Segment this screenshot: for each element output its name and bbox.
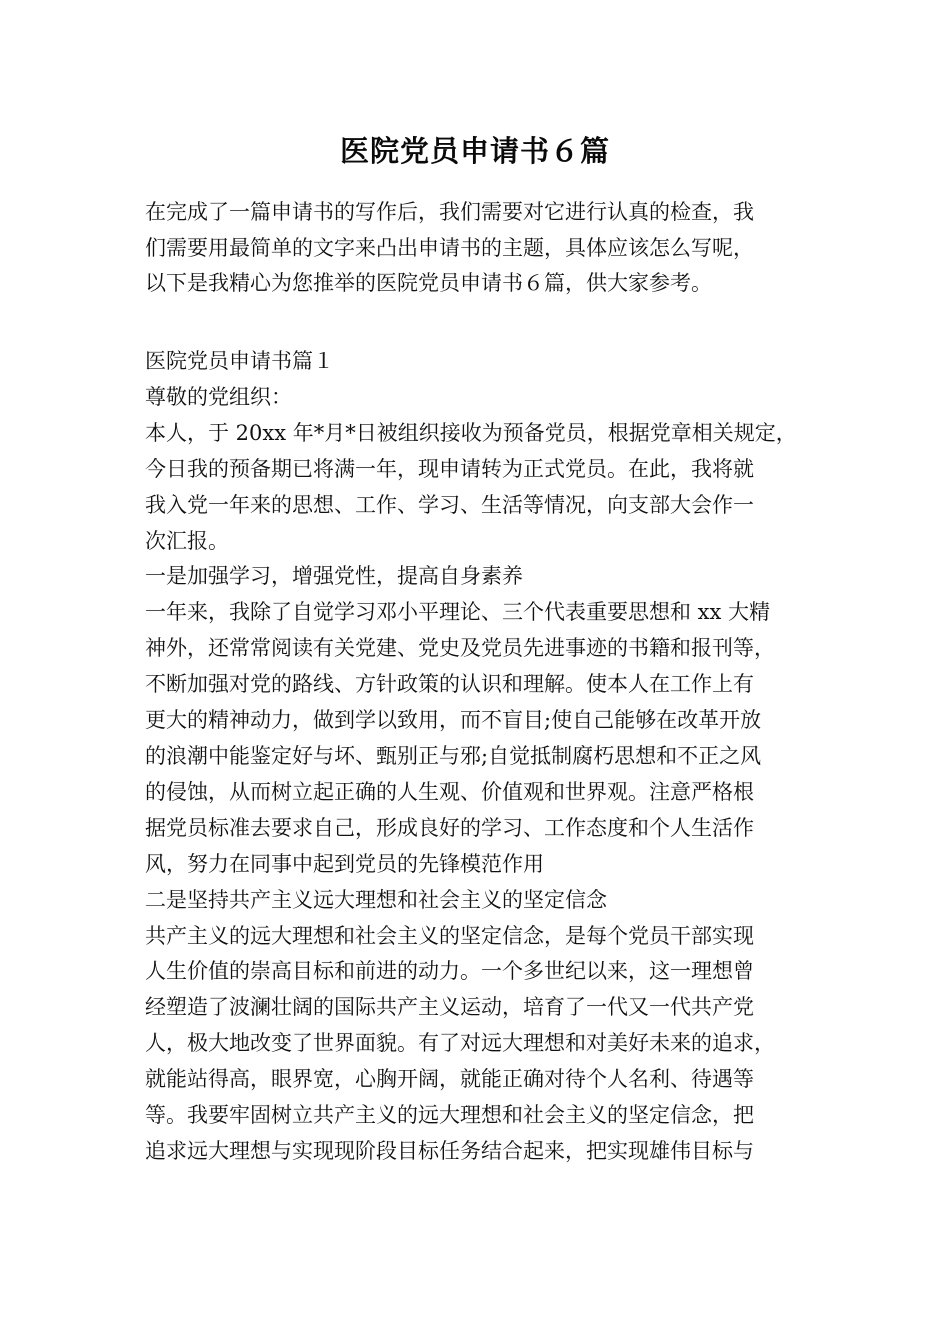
body-line: 一年来，我除了自觉学习邓小平理论、三个代表重要思想和 xx 大精 xyxy=(145,600,771,625)
body-line: 等。我要牢固树立共产主义的远大理想和社会主义的坚定信念，把 xyxy=(145,1103,754,1128)
body-line: 的浪潮中能鉴定好与坏、甄别正与邪;自觉抵制腐朽思想和不正之风 xyxy=(145,743,762,768)
body-line: 追求远大理想与实现现阶段目标任务结合起来，把实现雄伟目标与 xyxy=(145,1138,754,1163)
intro-line: 在完成了一篇申请书的写作后，我们需要对它进行认真的检查，我 xyxy=(145,200,754,224)
body-line: 人，极大地改变了世界面貌。有了对远大理想和对美好未来的追求， xyxy=(145,1031,775,1056)
body-line: 本人，于 20xx 年*月*日被组织接收为预备党员，根据党章相关规定， xyxy=(145,420,797,445)
body-line: 人生价值的崇高目标和前进的动力。一个多世纪以来，这一理想曾 xyxy=(145,959,754,984)
body-line: 经塑造了波澜壮阔的国际共产主义运动，培育了一代又一代共产党 xyxy=(145,995,754,1020)
body-line: 神外，还常常阅读有关党建、党史及党员先进事迹的书籍和报刊等， xyxy=(145,636,775,661)
body-line: 更大的精神动力，做到学以致用，而不盲目;使自己能够在改革开放 xyxy=(145,708,762,733)
document-title: 医院党员申请书６篇 xyxy=(339,134,610,168)
body-line: 据党员标准去要求自己，形成良好的学习、工作态度和个人生活作 xyxy=(145,815,754,840)
body-line: 不断加强对党的路线、方针政策的认识和理解。使本人在工作上有 xyxy=(145,672,754,697)
body-line: 的侵蚀，从而树立起正确的人生观、价值观和世界观。注意严格根 xyxy=(145,779,754,804)
body-line: 共产主义的远大理想和社会主义的坚定信念，是每个党员干部实现 xyxy=(145,923,754,948)
salutation: 尊敬的党组织： xyxy=(145,384,292,409)
body-line: 就能站得高，眼界宽，心胸开阔，就能正确对待个人名利、待遇等 xyxy=(145,1067,754,1092)
letter-body xyxy=(145,344,835,1170)
intro-line: 们需要用最简单的文字来凸出申请书的主题，具体应该怎么写呢， xyxy=(145,235,754,260)
section-heading: 医院党员申请书篇１ xyxy=(145,349,334,373)
body-line: 我入党一年来的思想、工作、学习、生活等情况，向支部大会作一 xyxy=(145,492,754,517)
subheading: 二是坚持共产主义远大理想和社会主义的坚定信念 xyxy=(145,887,607,912)
body-line: 今日我的预备期已将满一年，现申请转为正式党员。在此，我将就 xyxy=(145,456,754,481)
intro-paragraph xyxy=(145,195,815,302)
intro-line: 以下是我精心为您推举的医院党员申请书６篇，供大家参考。 xyxy=(145,271,712,295)
subheading: 一是加强学习，增强党性，提高自身素养 xyxy=(145,564,523,589)
body-line: 风，努力在同事中起到党员的先锋模范作用 xyxy=(145,851,544,876)
body-line: 次汇报。 xyxy=(145,528,229,553)
